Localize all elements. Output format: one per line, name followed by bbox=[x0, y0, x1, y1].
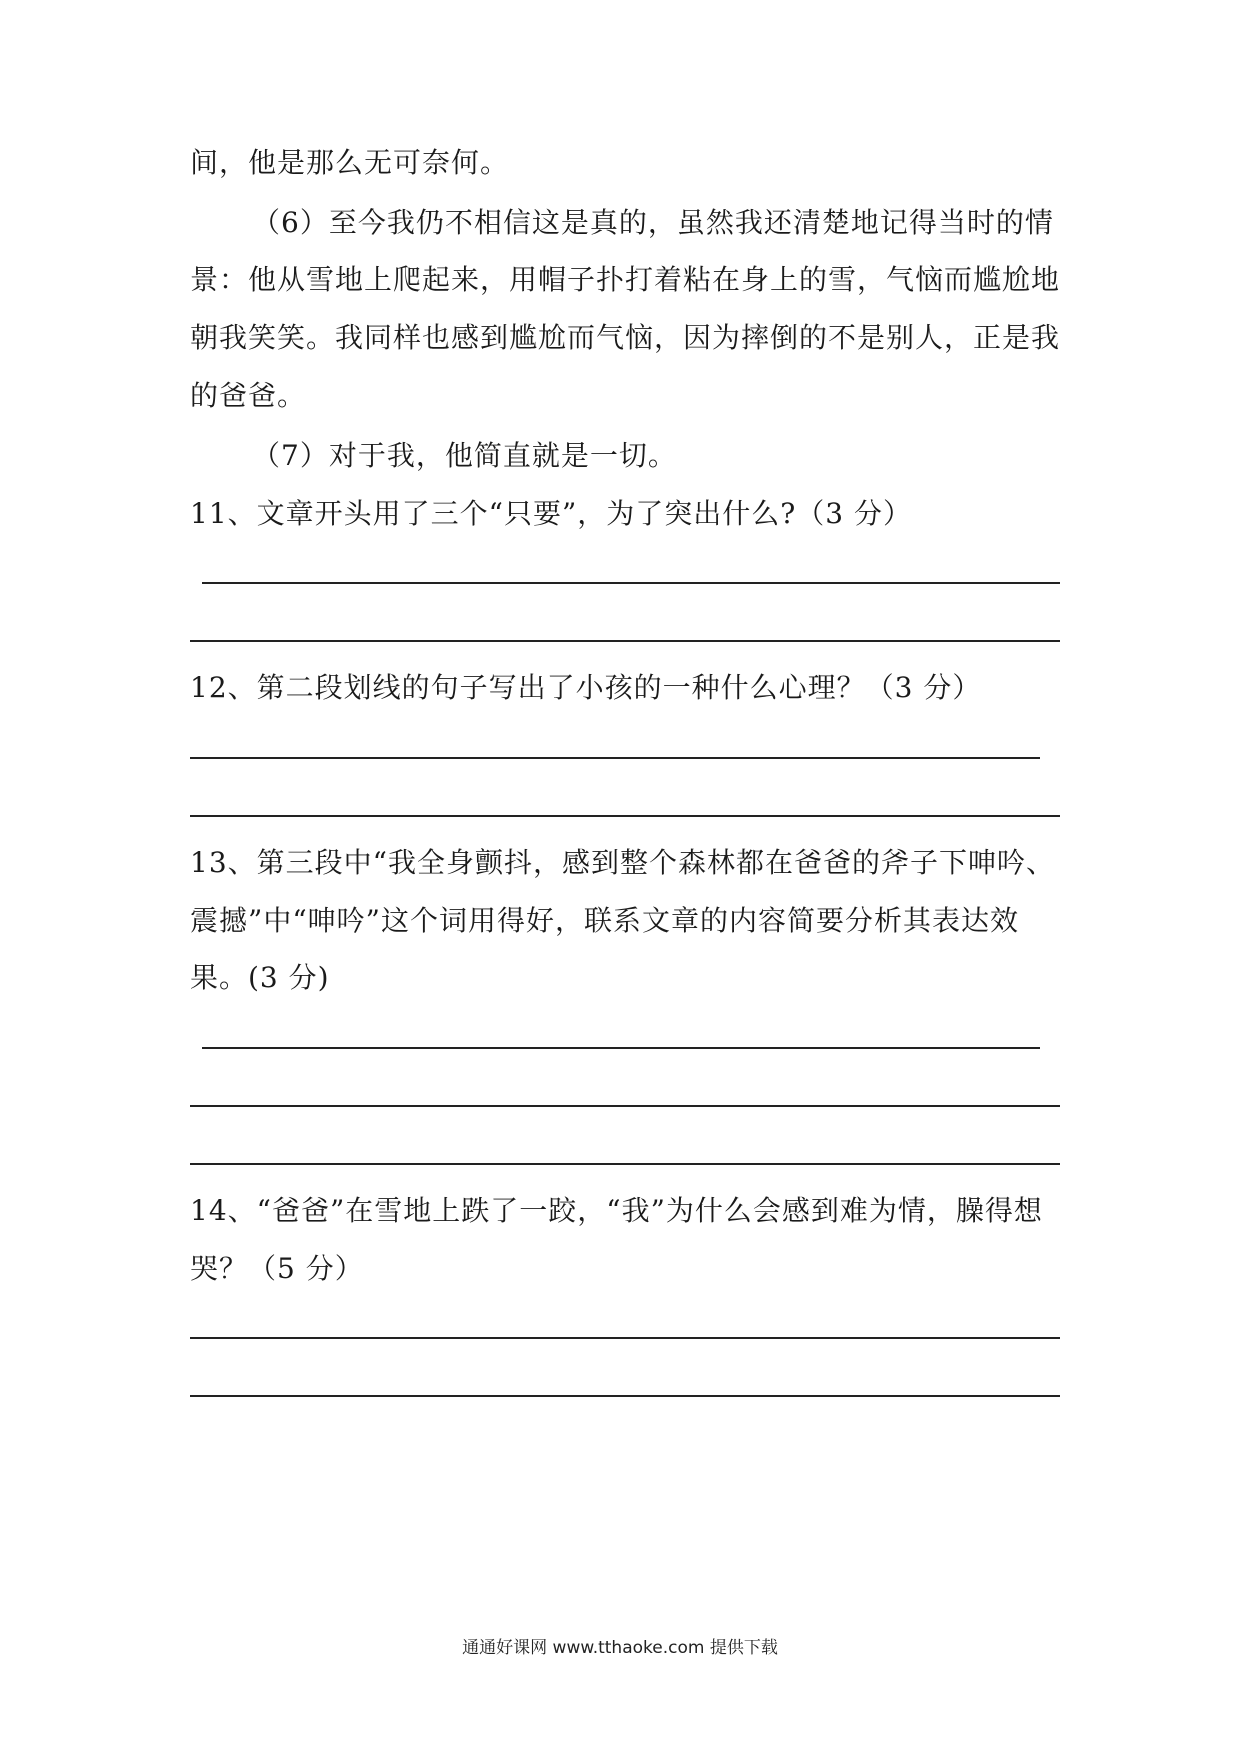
paragraph-7-line: （7）对于我，他简直就是一切。 bbox=[252, 439, 677, 472]
answer-line[interactable] bbox=[190, 815, 1060, 817]
answer-line[interactable] bbox=[190, 1395, 1060, 1397]
answer-line[interactable] bbox=[202, 582, 1060, 584]
answer-line[interactable] bbox=[190, 640, 1060, 642]
question-13-text: 果。(3 分) bbox=[190, 961, 330, 994]
question-14-text: 哭？（5 分） bbox=[190, 1252, 364, 1285]
question-13-text: 13、第三段中“我全身颤抖，感到整个森林都在爸爸的斧子下呻吟、 bbox=[190, 846, 1055, 879]
question-13-text: 震撼”中“呻吟”这个词用得好，联系文章的内容简要分析其表达效 bbox=[190, 904, 1019, 937]
answer-line[interactable] bbox=[190, 1163, 1060, 1165]
paragraph-6-line: 的爸爸。 bbox=[190, 379, 307, 412]
paragraph-6-line: （6）至今我仍不相信这是真的，虽然我还清楚地记得当时的情 bbox=[252, 206, 1054, 239]
question-14-text: 14、“爸爸”在雪地上跌了一跤，“我”为什么会感到难为情，臊得想 bbox=[190, 1194, 1043, 1227]
answer-line[interactable] bbox=[202, 1047, 1040, 1049]
paragraph-6-line: 朝我笑笑。我同样也感到尴尬而气恼，因为摔倒的不是别人，正是我 bbox=[190, 321, 1061, 354]
answer-line[interactable] bbox=[190, 1105, 1060, 1107]
paragraph-6-line: 景：他从雪地上爬起来，用帽子扑打着粘在身上的雪，气恼而尴尬地 bbox=[190, 263, 1061, 296]
question-12-text: 12、第二段划线的句子写出了小孩的一种什么心理？（3 分） bbox=[190, 671, 982, 704]
passage-line: 间，他是那么无可奈何。 bbox=[190, 146, 510, 179]
page-footer: 通通好课网 www.tthaoke.com 提供下载 bbox=[462, 1638, 778, 1658]
question-11-text: 11、文章开头用了三个“只要”，为了突出什么?（3 分） bbox=[190, 497, 912, 530]
answer-line[interactable] bbox=[190, 1337, 1060, 1339]
answer-line[interactable] bbox=[190, 757, 1040, 759]
